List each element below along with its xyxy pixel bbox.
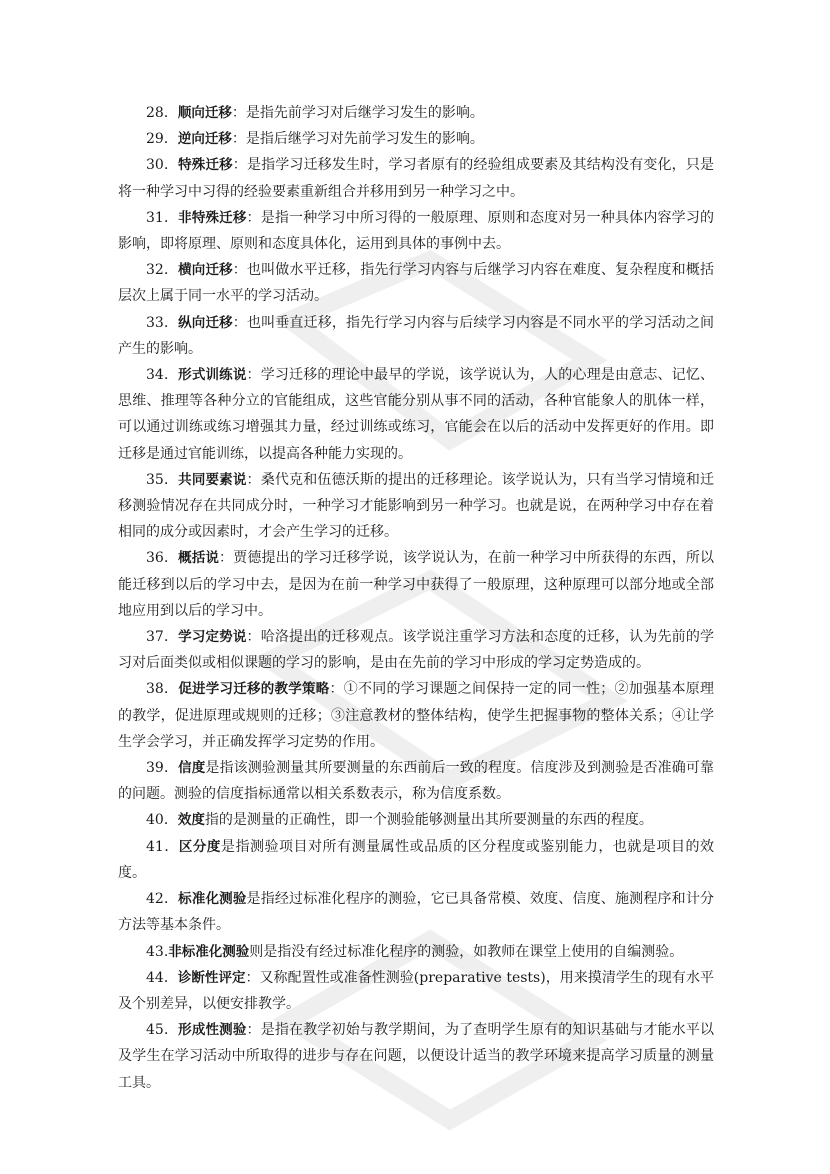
item-number: 29． (146, 131, 178, 148)
item-text: ：也叫做水平迁移，指先行学习内容与后继学习内容在难度、复杂程度和概括层次上属于同一水平的学习活动。 (118, 262, 715, 305)
definition-item-29 (118, 126, 714, 152)
item-term: 效度 (177, 812, 205, 829)
item-text: ：学习迁移的理论中最早的学说，该学说认为，人的心理是由意志、记忆、思维、推理等各种分立的官能组成，这些官能分别从事不同的活动，各种官能象人的肌体一样，可以通过训练或练习增强其力量，经过训练或练习，官能会在以后的活动中发挥更好的作用。即迁移是通过官能训练，以提高各种能力实现的。 (118, 367, 715, 462)
definition-item-42 (118, 886, 714, 938)
item-term: 逆向迁移 (177, 131, 232, 148)
item-text: 是指经过标准化程序的测验，它已具备常模、效度、信度、施测程序和计分方法等基本条件。 (118, 891, 715, 934)
definition-item-30 (118, 152, 714, 204)
item-text: ：①不同的学习课题之间保持一定的同一性；②加强基本原理的教学，促进原理或规则的迁移；③注意教材的整体结构，使学生把握事物的整体关系；④让学生学会学习，并正确发挥学习定势的作用。 (118, 681, 714, 750)
definition-item-31 (118, 205, 714, 257)
item-number: 39． (146, 760, 179, 777)
item-term: 纵向迁移 (178, 314, 233, 331)
item-term: 促进学习迁移的教学策略 (178, 681, 330, 698)
item-text: ：是指一种学习中所习得的一般原理、原则和态度对另一种具体内容学习的影响，即将原理、原则和态度具体化，运用到具体的事例中去。 (118, 209, 715, 253)
item-text: ：是指在教学初始与教学期间，为了查明学生原有的知识基础与才能水平以及学生在学习活动中所取得的进步与存在问题，以便设计适当的教学环境来提高学习质量的测量工具。 (118, 1022, 715, 1091)
item-number: 45． (146, 1022, 179, 1039)
item-text: ：桑代克和伍德沃斯的提出的迁移理论。该学说认为，只有当学习情境和迁移测验情况存在共同成分时，一种学习才能影响到另一种学习。也就是说，在两种学习中存在着相同的成分或因素时，才会产生学习的迁移。 (118, 471, 715, 541)
item-term: 诊断性评定 (177, 969, 246, 986)
item-term: 信度 (178, 760, 206, 777)
definition-item-45 (118, 1017, 714, 1096)
item-term: 区分度 (178, 838, 221, 855)
item-number: 40． (146, 812, 178, 829)
definition-item-37 (118, 624, 714, 676)
item-text: 则是指没有经过标准化程序的测验，如教师在课堂上使用的自编测验。 (249, 943, 684, 960)
item-number: 30． (146, 157, 179, 174)
item-text: ：是指先前学习对后继学习发生的影响。 (231, 105, 484, 121)
item-term: 学习定势说 (178, 629, 247, 646)
item-text: ：也叫垂直迁移，指先行学习内容与后续学习内容是不同水平的学习活动之间产生的影响。 (118, 314, 715, 357)
item-text: 指的是测量的正确性，即一个测验能够测量出其所要测量的东西的程度。 (204, 812, 653, 829)
definition-item-40 (118, 807, 714, 833)
item-number: 38． (146, 681, 179, 698)
item-term: 顺向迁移 (177, 105, 232, 121)
item-number: 43. (146, 943, 169, 960)
item-number: 32． (146, 262, 179, 279)
item-term: 非标准化测验 (168, 943, 250, 960)
item-text: ：哈洛提出的迁移观点。该学说注重学习方法和态度的迁移，认为先前的学习对后面类似或相似课题的学习的影响，是由在先前的学习中形成的学习定势造成的。 (118, 629, 715, 672)
item-text: 是指该测验测量其所要测量的东西前后一致的程度。信度涉及到测验是否准确可靠的问题。测验的信度指标通常以相关系数表示，称为信度系数。 (118, 760, 714, 803)
definition-item-34 (118, 362, 714, 467)
item-term: 标准化测验 (178, 891, 247, 908)
item-number: 33． (146, 314, 179, 331)
definition-item-28 (118, 100, 714, 126)
definition-item-44 (118, 965, 714, 1017)
item-text: ：是指后继学习对先前学习发生的影响。 (231, 131, 484, 148)
item-term: 非特殊迁移 (178, 209, 247, 226)
item-number: 28． (146, 105, 178, 121)
item-term: 形成性测验 (178, 1022, 247, 1039)
item-number: 44． (146, 969, 178, 986)
definition-item-35 (118, 467, 714, 546)
definition-item-33 (118, 310, 714, 362)
definition-item-36 (118, 545, 714, 624)
definition-item-32 (118, 257, 714, 309)
item-term: 形式训练说 (178, 367, 247, 384)
item-number: 36． (146, 550, 179, 567)
item-number: 35． (146, 471, 179, 488)
item-number: 37． (146, 629, 179, 646)
definition-item-38 (118, 676, 714, 755)
item-term: 特殊迁移 (178, 157, 233, 174)
item-term: 共同要素说 (178, 471, 247, 488)
item-text: ：贾德提出的学习迁移学说，该学说认为，在前一种学习中所获得的东西，所以能迁移到以后的学习中去，是因为在前一种学习中获得了一般原理，这种原理可以部分地或全部地应用到以后的学习中。 (118, 550, 714, 619)
item-text: 是指测验项目对所有测量属性或品质的区分程度或鉴别能力，也就是项目的效度。 (118, 838, 715, 881)
definition-item-43 (118, 939, 714, 965)
item-number: 42． (146, 891, 179, 908)
item-text: ：又称配置性或准备性测验(preparative tests)，用来摸清学生的现有水平及个别差异，以便安排教学。 (118, 969, 714, 1012)
item-term: 横向迁移 (178, 262, 233, 279)
definition-item-41 (118, 834, 714, 886)
item-term: 概括说 (178, 550, 220, 567)
item-number: 34． (146, 367, 179, 384)
definition-item-39 (118, 755, 714, 807)
item-number: 41． (146, 838, 179, 855)
document-body (118, 100, 714, 1096)
item-number: 31． (146, 209, 179, 226)
item-text: ：是指学习迁移发生时，学习者原有的经验组成要素及其结构没有变化，只是将一种学习中习得的经验要素重新组合并移用到另一种学习之中。 (118, 157, 715, 200)
